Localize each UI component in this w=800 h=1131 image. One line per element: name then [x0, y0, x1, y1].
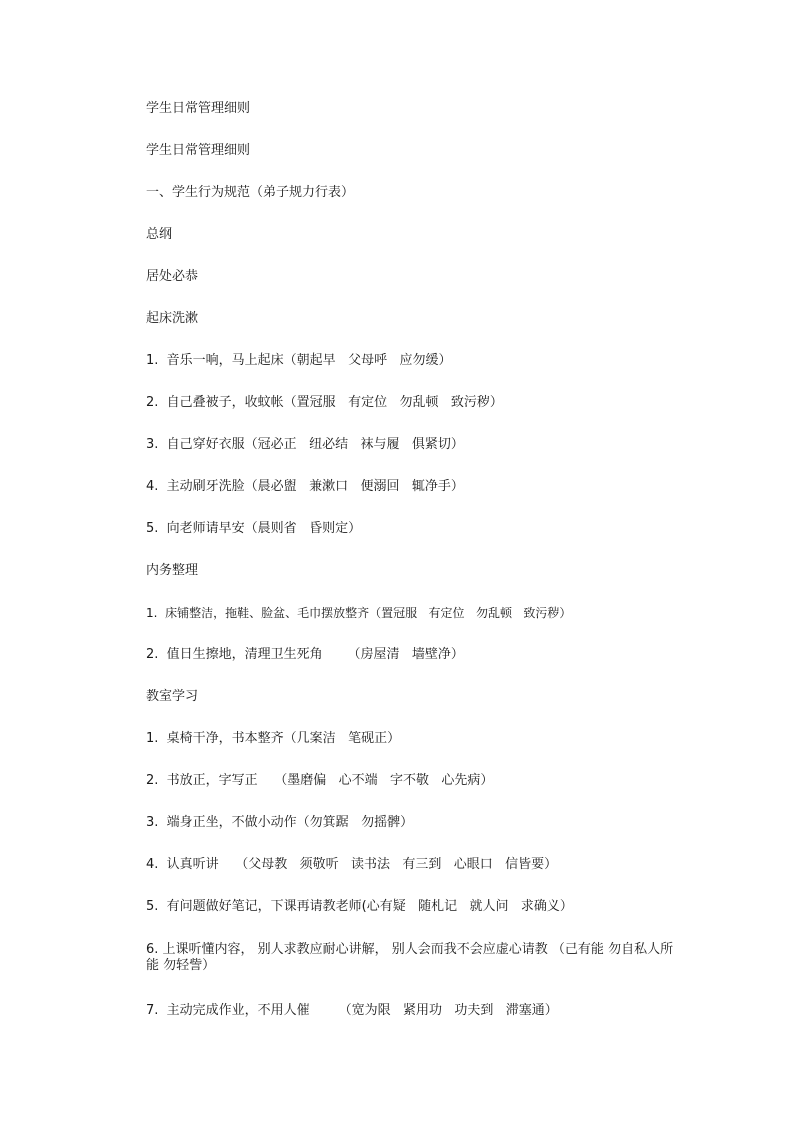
list-item: 3. 端身正坐，不做小动作（勿箕踞 勿摇髀）: [146, 815, 414, 830]
principle-heading: 居处必恭: [146, 269, 199, 284]
list-item: 7. 主动完成作业，不用人催 （宽为限 紧用功 功夫到 滞塞通）: [146, 1003, 558, 1018]
group-heading-classroom: 教室学习: [146, 689, 199, 704]
list-item: 2. 自己叠被子，收蚊帐（置冠服 有定位 勿乱顿 致污秽）: [146, 395, 503, 410]
list-item: 4. 主动刷牙洗脸（晨必盥 兼漱口 便溺回 辄净手）: [146, 479, 464, 494]
list-item: 5. 有问题做好笔记，下课再请教老师(心有疑 随札记 就人问 求确义）: [146, 899, 573, 914]
list-item: 2. 书放正，字写正 （墨磨偏 心不端 字不敬 心先病）: [146, 773, 494, 788]
list-item: 4. 认真听讲 （父母教 须敬听 读书法 有三到 心眼口 信皆要）: [146, 857, 558, 872]
list-item: 2. 值日生擦地，清理卫生死角 （房屋清 墙壁净）: [146, 647, 464, 662]
section-heading: 一、学生行为规范（弟子规力行表）: [146, 185, 355, 200]
document-subtitle: 学生日常管理细则: [146, 143, 251, 158]
list-item: 6. 上课听懂内容， 别人求教应耐心讲解， 别人会而我不会应虚心请教 （己有能 勿自私人所能 勿轻訾）: [146, 942, 674, 973]
group-heading-dorm: 内务整理: [146, 563, 199, 578]
list-item: 1. 床铺整洁，拖鞋、脸盆、毛巾摆放整齐（置冠服 有定位 勿乱顿 致污秽）: [146, 606, 572, 620]
document-title: 学生日常管理细则: [146, 101, 251, 116]
group-heading-wake-up: 起床洗漱: [146, 311, 199, 326]
list-item: 3. 自己穿好衣服（冠必正 纽必结 袜与履 俱紧切）: [146, 437, 464, 452]
general-heading: 总纲: [146, 227, 173, 242]
list-item: 5. 向老师请早安（晨则省 昏则定）: [146, 521, 362, 536]
list-item: 1. 桌椅干净，书本整齐（几案洁 笔砚正）: [146, 731, 401, 746]
list-item: 1. 音乐一响，马上起床（朝起早 父母呼 应勿缓）: [146, 353, 452, 368]
